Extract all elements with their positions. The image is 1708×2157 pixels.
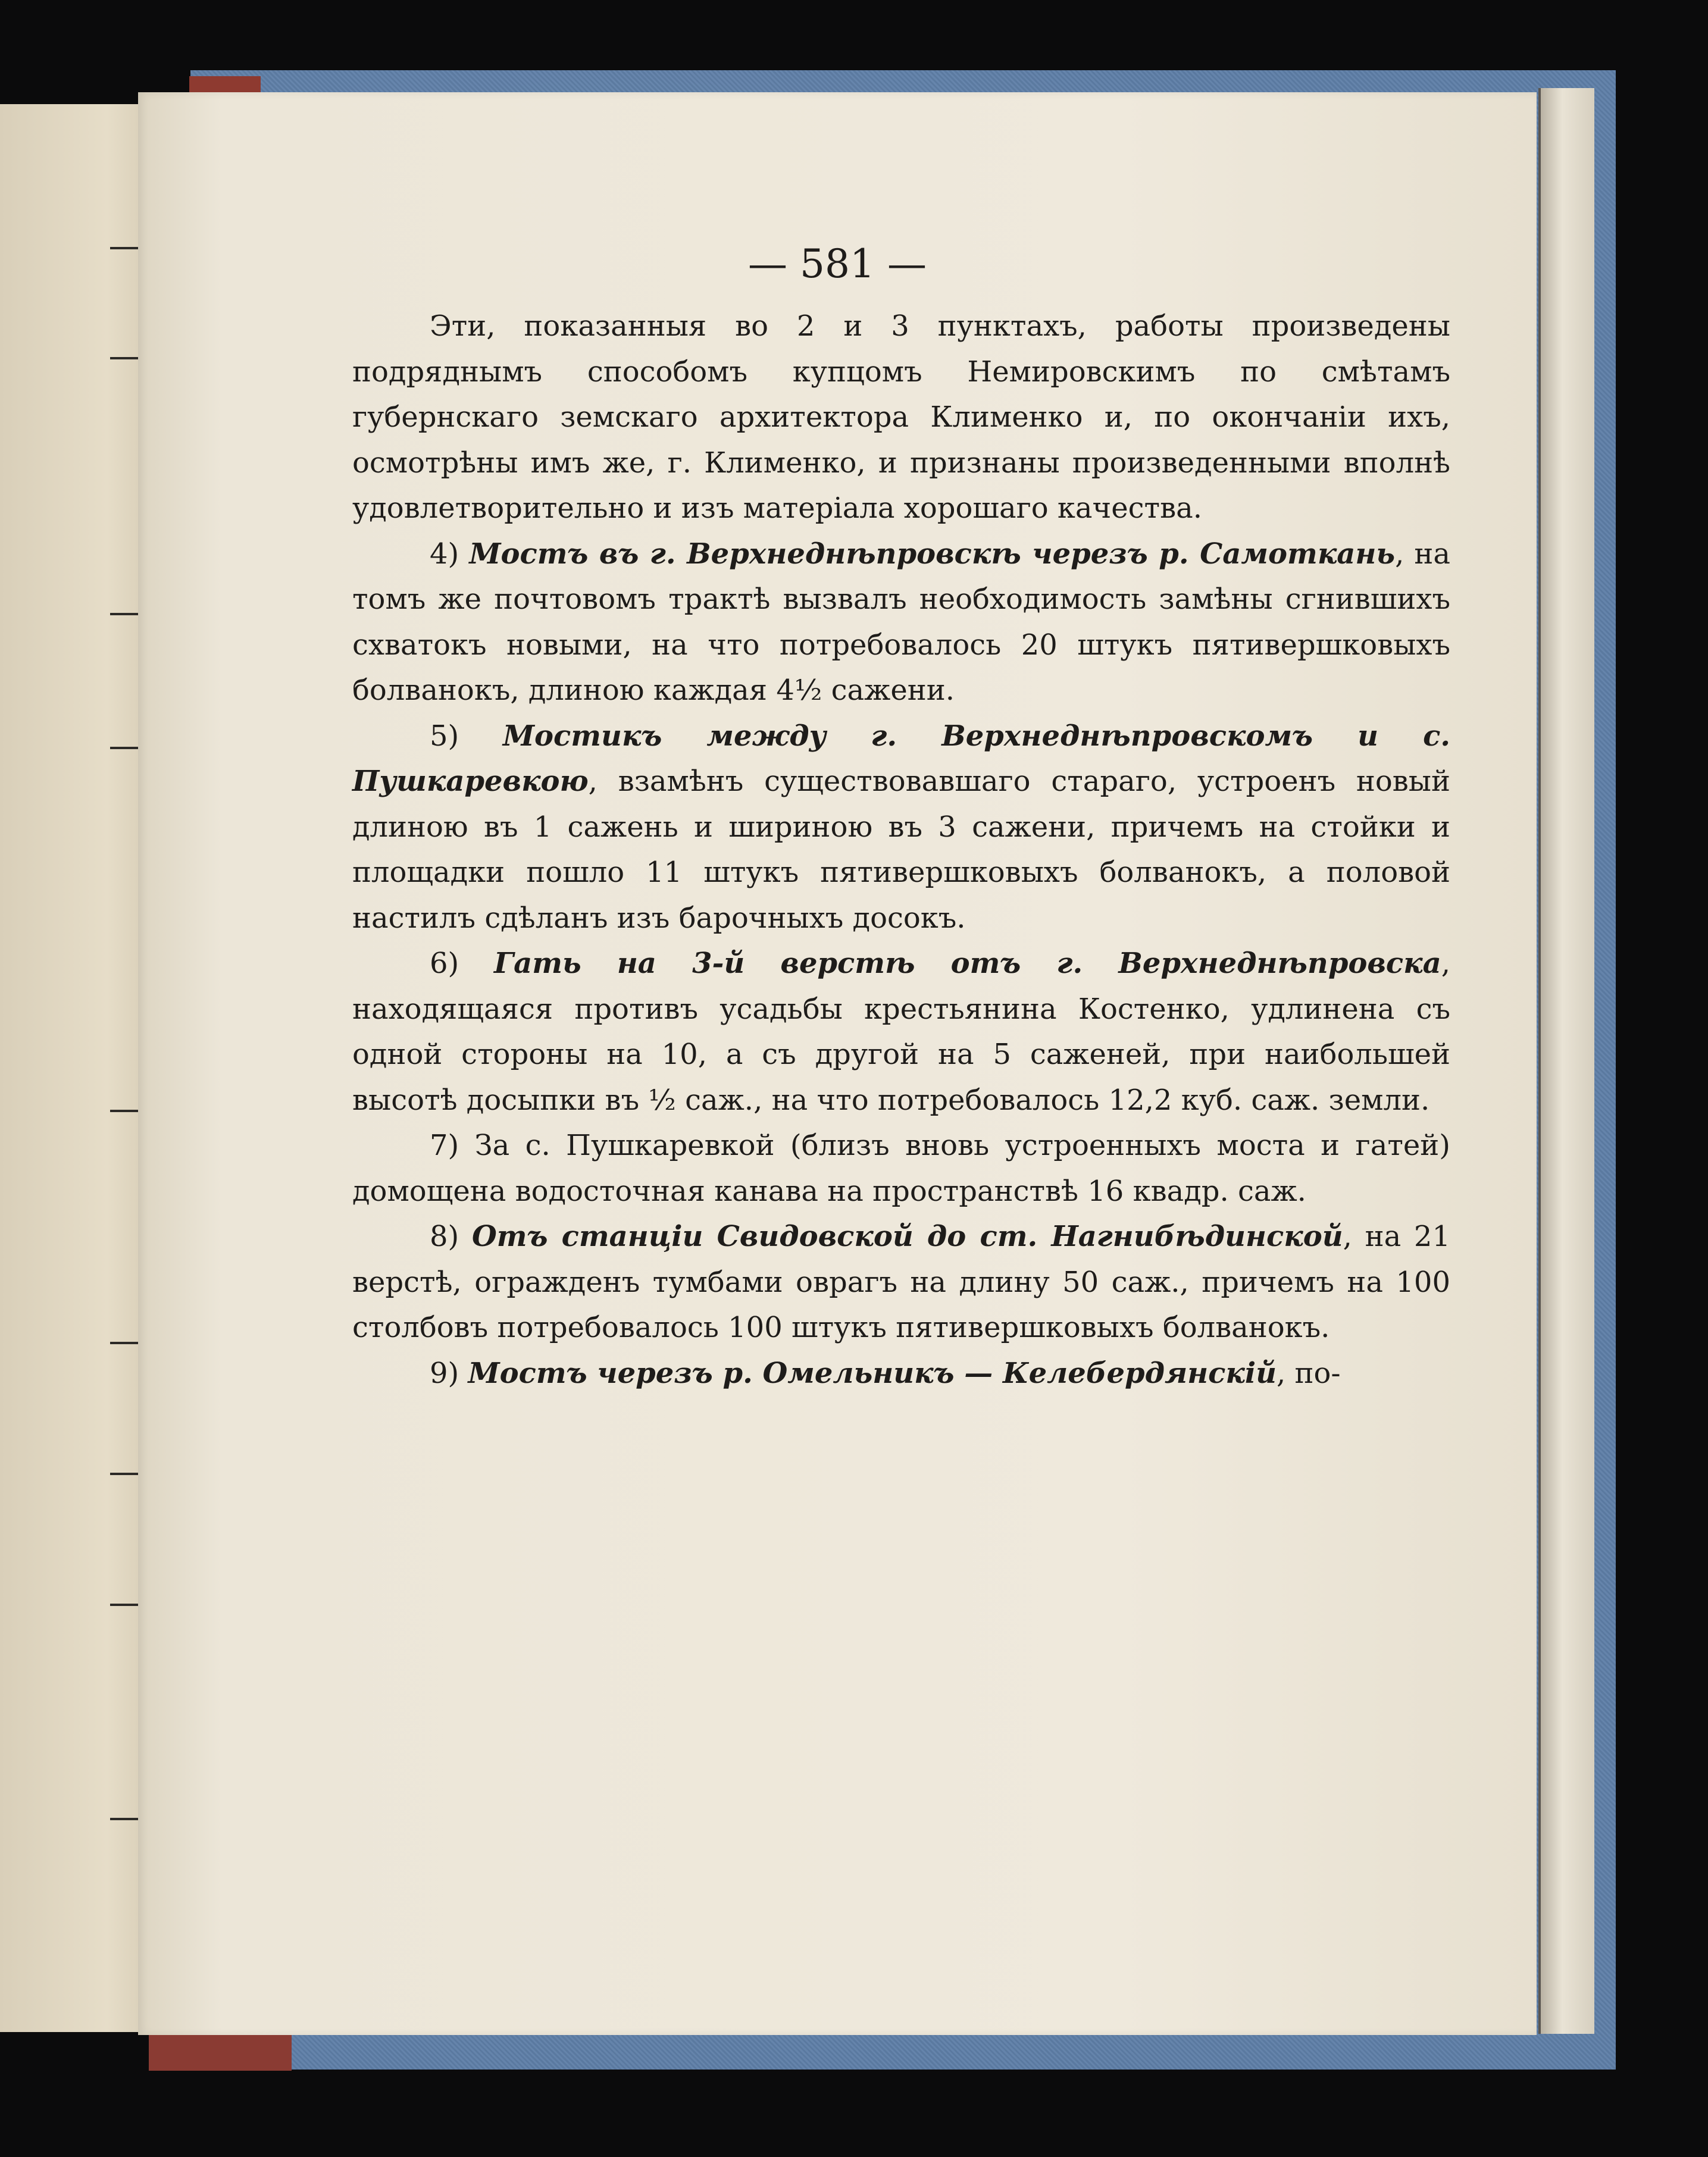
paragraph-text: , взамѣнъ существовавшаго стараго, устроенъ новый длиною въ 1 сажень и шириною въ 3 сажени, причемъ на стойки и площадки пошло 11 штукъ пятивершковыхъ болванокъ, а половой настилъ сдѣланъ изъ барочныхъ досокъ. <box>352 765 1450 935</box>
paragraph-intro: 5) <box>430 719 503 753</box>
body-text <box>352 303 1450 1396</box>
paragraph <box>352 1351 1450 1397</box>
paragraph-heading: Мостъ черезъ р. Омельникъ — Келебердянскiй <box>468 1356 1277 1390</box>
paragraph-heading: Гать на 3-й верстѣ отъ г. Верхнеднѣпровска <box>493 947 1441 980</box>
paragraph-text: Эти, показанныя во 2 и 3 пунктахъ, работы произведены подряднымъ способомъ купцомъ Немировскимъ по смѣтамъ губернскаго земскаго архитектора Клименко и, по окончанiи ихъ, осмотрѣны имъ же, г. Клименко, и признаны произведенными вполнѣ удовлетворительно и изъ матерiала хорошаго качества. <box>352 309 1450 525</box>
paragraph-intro: 8) <box>430 1220 472 1253</box>
paragraph-heading: Мостикъ между г. Верхнеднѣпровскомъ и с. Пушкаревкою <box>352 719 1450 798</box>
paragraph-intro: 9) <box>430 1356 468 1390</box>
paragraph <box>352 1123 1450 1214</box>
cover-corner-bottom <box>149 2029 292 2071</box>
page-stack-edge <box>1538 88 1594 2034</box>
paragraph-text: 7) За с. Пушкаревкой (близъ вновь устроенныхъ моста и гатей) домощена водосточная канава на пространствѣ 16 квадр. саж. <box>352 1129 1450 1208</box>
paragraph-intro: 4) <box>430 537 470 571</box>
paragraph-heading: Мостъ въ г. Верхнеднѣпровскѣ черезъ р. Самоткань <box>469 537 1396 571</box>
paragraph-heading: Отъ станцiи Свидовской до ст. Нагнибѣдинской <box>471 1220 1343 1253</box>
paragraph-text: , на томъ же почтовомъ трактѣ вызвалъ необходимость замѣны сгнившихъ схватокъ новыми, на что потребовалось 20 штукъ пятивершковыхъ болванокъ, длиною каждая 4½ сажени. <box>352 537 1451 707</box>
paragraph <box>352 713 1450 941</box>
paragraph <box>352 303 1450 531</box>
paragraph <box>352 1214 1450 1351</box>
book-page <box>138 92 1537 2035</box>
paragraph <box>352 531 1450 713</box>
paragraph-intro: 6) <box>430 947 494 980</box>
page-number: — 581 — <box>748 241 927 287</box>
paragraph <box>352 941 1450 1123</box>
paragraph-text: , находящаяся противъ усадьбы крестьянина Костенко, удлинена съ одной стороны на 10, а съ другой на 5 саженей, при наибольшей высотѣ досыпки въ ½ саж., на что потребовалось 12,2 куб. саж. земли. <box>352 947 1450 1117</box>
paragraph-text: , по- <box>1277 1356 1341 1390</box>
paragraph-text: , на 21 верстѣ, огражденъ тумбами оврагъ на длину 50 саж., причемъ на 100 столбовъ потребовалось 100 штукъ пятивершковыхъ болванокъ. <box>352 1220 1451 1344</box>
